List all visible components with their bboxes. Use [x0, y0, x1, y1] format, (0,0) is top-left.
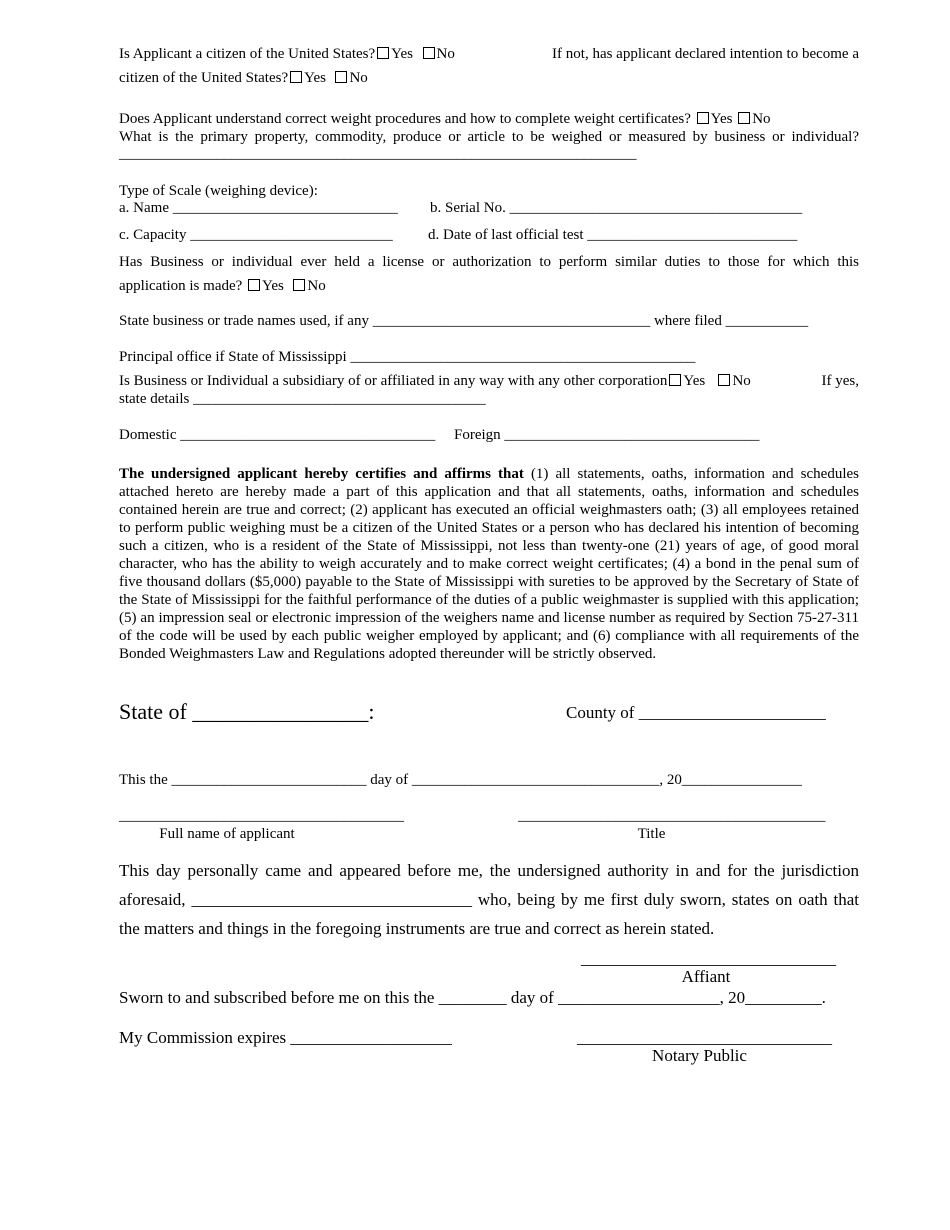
trade-names-field[interactable]: State business or trade names used, if any _____________________________________ where filed ___________ [119, 313, 809, 329]
subsidiary-no-checkbox[interactable] [718, 374, 730, 386]
subsidiary-question: Is Business or Individual a subsidiary of or affiliated in any way with any other corporation Yes No If yes, [119, 373, 859, 389]
weight-procedures-question: Does Applicant understand correct weight procedures and how to complete weight certificates? Yes No [119, 111, 771, 127]
state-of-field[interactable]: State of ________________: [119, 699, 375, 724]
license-no-checkbox[interactable] [293, 279, 305, 291]
declared-intention-text: If not, has applicant declared intention to become a [552, 46, 859, 62]
subsidiary-yes-checkbox[interactable] [669, 374, 681, 386]
weight-yes-checkbox[interactable] [697, 112, 709, 124]
commission-expires-field[interactable]: My Commission expires ___________________ [119, 1028, 452, 1047]
principal-office-field[interactable]: Principal office if State of Mississippi ______________________________________________ [119, 349, 696, 365]
scale-capacity-field[interactable]: c. Capacity ___________________________ [119, 227, 393, 243]
citizen-question-line1: Is Applicant a citizen of the United States? Yes No If not, has applicant declared intention to become a [119, 46, 859, 62]
oath-line2: aforesaid, _________________________________ who, being by me first duly sworn, states on oath that [119, 890, 859, 909]
weight-no-checkbox[interactable] [738, 112, 750, 124]
scale-serial-field[interactable]: b. Serial No. _______________________________________ [430, 200, 803, 216]
full-name-label: Full name of applicant [159, 826, 295, 842]
certification-body: (1) all statements, oaths, information and schedules attached hereto are hereby made a part of this application and that all statements, oaths, information and schedules contained herein are true and correct; (2) applicant has executed an official weighmasters oath; (3) all employees retained to perform public weighing must be a citizen of the United States or a person who has declared his intention of becoming such a citizen, who is a resident of the State of Mississippi, not less than twenty-one (21) years of age, of good moral character, who has the ability to weigh accurately and to make correct weight certificates; (4) a bond in the penal sum of five thousand dollars ($5,000) payable to the State of Mississippi with sureties to be approved by the Secretary of State of the State of Mississippi for the faithful performance of the duties of a public weighmaster is supplied with this application; (5) an impression seal or electronic impression of the weighers name and license number as required by Section 75-27-311 of the code will be used by each public weigher employed by applicant; and (6) compliance with all requirements of the Bonded Weighmasters Law and Regulations adopted thereunder will be strictly observed. [119, 466, 859, 662]
affiant-signature-line[interactable]: ______________________________ [581, 949, 836, 968]
date-line-field[interactable]: This the __________________________ day of _________________________________, 20________________ [119, 772, 802, 788]
subsidiary-details-field[interactable]: state details _______________________________________ [119, 391, 486, 407]
if-yes-text: If yes, [821, 373, 859, 389]
oath-line1: This day personally came and appeared before me, the undersigned authority in and for the jurisdiction [119, 861, 859, 880]
county-of-field[interactable]: County of ______________________ [566, 703, 826, 722]
title-signature-line[interactable]: _________________________________________ [518, 808, 826, 824]
title-label: Title [637, 826, 666, 842]
notary-signature-line[interactable]: ______________________________ [577, 1028, 832, 1047]
scale-test-date-field[interactable]: d. Date of last official test ____________________________ [428, 227, 798, 243]
scale-name-field[interactable]: a. Name ______________________________ [119, 200, 398, 216]
intention-no-checkbox[interactable] [335, 71, 347, 83]
citizen-no-checkbox[interactable] [423, 47, 435, 59]
sworn-subscribed-line[interactable]: Sworn to and subscribed before me on this the ________ day of ___________________, 20_________. [119, 988, 826, 1007]
intention-yes-checkbox[interactable] [290, 71, 302, 83]
citizen-yes-checkbox[interactable] [377, 47, 389, 59]
primary-property-blank[interactable]: _____________________________________________________________________ [119, 146, 637, 162]
scale-heading: Type of Scale (weighing device): [119, 183, 318, 199]
certification-paragraph [119, 465, 859, 663]
license-question-line2: application is made? Yes No [119, 278, 326, 294]
affiant-label: Affiant [681, 967, 731, 986]
domestic-field[interactable]: Domestic __________________________________ [119, 427, 436, 443]
notary-public-label: Notary Public [652, 1046, 747, 1065]
certification-heading: The undersigned applicant hereby certifies and affirms that [119, 466, 524, 482]
foreign-field[interactable]: Foreign __________________________________ [454, 427, 760, 443]
primary-property-question: What is the primary property, commodity, produce or article to be weighed or measured by business or individual? [119, 129, 859, 145]
license-question-line1: Has Business or individual ever held a license or authorization to perform similar duties to those for which this [119, 254, 859, 270]
applicant-signature-line[interactable]: ______________________________________ [119, 808, 404, 824]
citizen-question-line2: citizen of the United States? Yes No [119, 70, 368, 86]
oath-line3: the matters and things in the foregoing instruments are true and correct as herein stated. [119, 919, 715, 938]
license-yes-checkbox[interactable] [248, 279, 260, 291]
